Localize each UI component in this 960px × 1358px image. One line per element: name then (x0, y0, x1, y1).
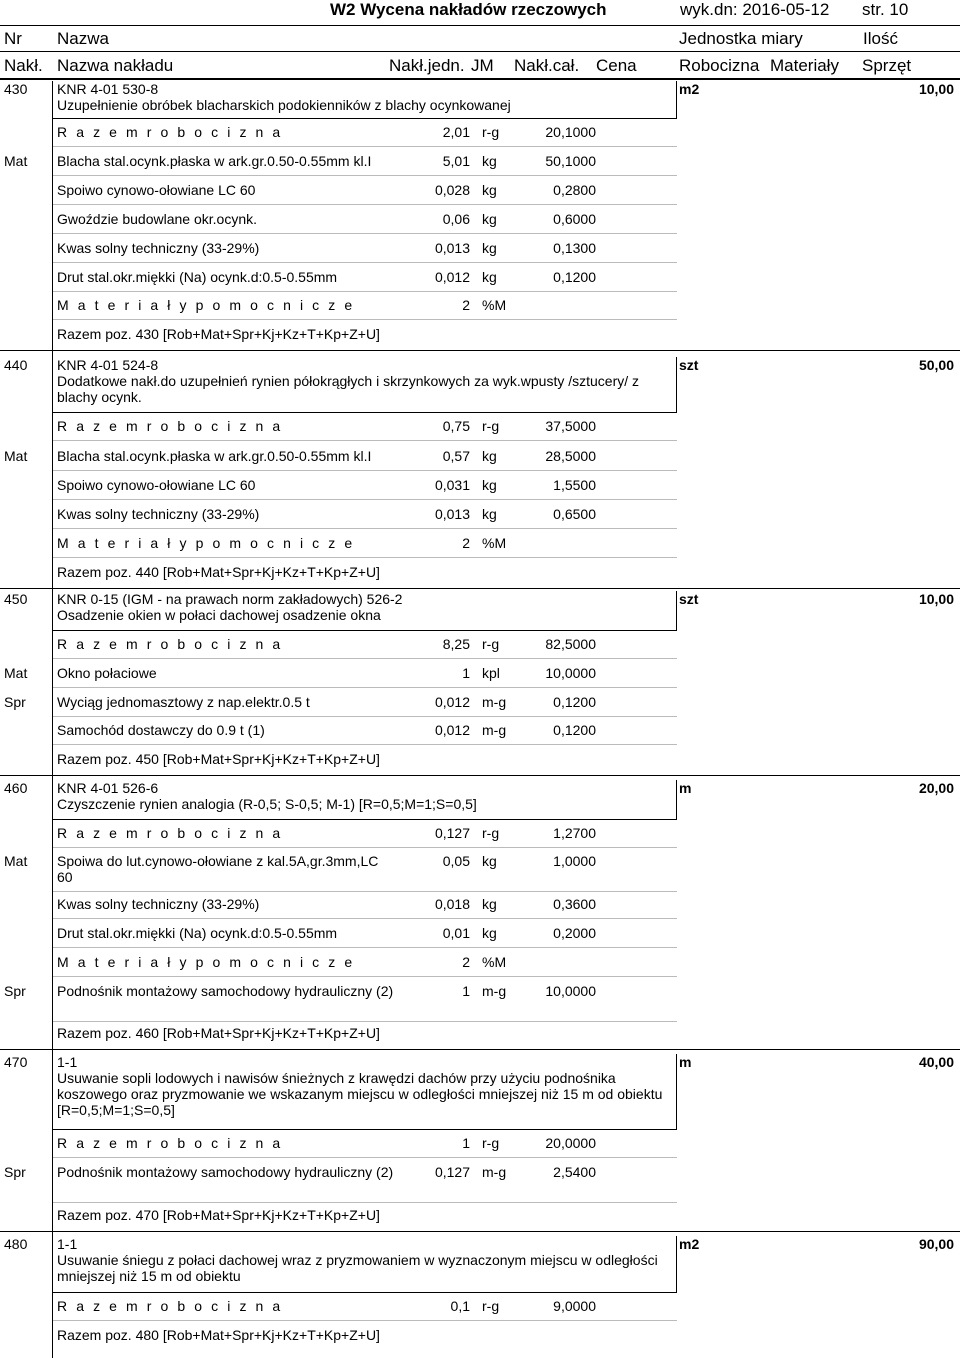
position-number: 480 (4, 1236, 28, 1252)
resource-jm: r-g (482, 1135, 500, 1151)
unit-norm: 5,01 (442, 153, 470, 169)
unit-column-divider (676, 591, 677, 630)
position-code: KNR 4-01 526-6 (57, 780, 159, 796)
resource-name: Spoiwa do lut.cynowo-ołowiane z kal.5A,gr.3mm,LC 60 (57, 853, 379, 885)
unit-norm: 2 (462, 954, 470, 970)
resource-name: Samochód dostawczy do 0.9 t (1) (57, 722, 265, 738)
position-code: KNR 0-15 (IGM - na prawach norm zakładowych) 526-2 (57, 591, 403, 607)
row-rule (52, 528, 677, 529)
resource-jm: kg (482, 506, 497, 522)
header-top-rule (0, 25, 960, 26)
resource-name: R a z e m r o b o c i z n a (57, 1135, 283, 1151)
resource-name: R a z e m r o b o c i z n a (57, 825, 283, 841)
row-type: Mat (4, 853, 28, 869)
row-rule (52, 947, 677, 948)
total-norm: 50,1000 (545, 153, 596, 169)
row-rule (52, 440, 677, 441)
position-description: Osadzenie okien w połaci dachowej osadzenie okna (57, 607, 381, 623)
col-nakl-cal: Nakł.cał. (514, 56, 580, 75)
position-code: KNR 4-01 524-8 (57, 357, 159, 373)
total-norm: 0,1200 (553, 722, 596, 738)
resource-jm: m-g (482, 1164, 507, 1180)
unit-column-divider (676, 1054, 677, 1129)
resource-name: Kwas solny techniczny (33-29%) (57, 240, 260, 256)
row-rule (52, 557, 677, 558)
col-cena: Cena (596, 56, 637, 75)
left-column-divider (52, 81, 53, 1358)
total-norm: 0,3600 (553, 896, 596, 912)
col-nakl: Nakł. (4, 56, 43, 75)
total-norm: 0,2000 (553, 925, 596, 941)
col-nazwa: Nazwa (57, 29, 109, 48)
resource-name: Drut stal.okr.miękki (Na) ocynk.d:0.5-0.55mm (57, 269, 338, 285)
row-type: Spr (4, 1164, 26, 1180)
total-norm: 1,5500 (553, 477, 596, 493)
resource-name: R a z e m r o b o c i z n a (57, 1298, 283, 1314)
row-type: Spr (4, 983, 26, 999)
row-rule (52, 146, 677, 147)
position-unit: szt (679, 357, 699, 373)
unit-norm: 0,012 (434, 694, 470, 710)
col-jednostka-miary: Jednostka miary (679, 29, 803, 48)
resource-name: Spoiwo cynowo-ołowiane LC 60 (57, 182, 256, 198)
description-rule (52, 1292, 677, 1293)
row-rule (52, 262, 677, 263)
col-robocizna: Robocizna (679, 56, 760, 75)
resource-jm: %M (482, 297, 507, 313)
unit-norm: 0,01 (442, 925, 470, 941)
unit-norm: 0,012 (434, 722, 470, 738)
resource-name: Gwoździe budowlane okr.ocynk. (57, 211, 257, 227)
unit-column-divider (676, 81, 677, 118)
total-norm: 0,1200 (553, 694, 596, 710)
position-summary: Razem poz. 430 [Rob+Mat+Spr+Kj+Kz+T+Kp+Z+U] (57, 326, 380, 342)
resource-jm: r-g (482, 636, 500, 652)
resource-name: Drut stal.okr.miękki (Na) ocynk.d:0.5-0.55mm (57, 925, 338, 941)
position-number: 470 (4, 1054, 28, 1070)
position-quantity: 10,00 (918, 81, 954, 97)
row-rule (52, 716, 677, 717)
total-norm: 20,0000 (545, 1135, 596, 1151)
position-quantity: 50,00 (918, 357, 954, 373)
position-description: Uzupełnienie obróbek blacharskich podokienników z blachy ocynkowanej (57, 97, 511, 113)
resource-name: Blacha stal.ocynk.płaska w ark.gr.0.50-0.55mm kl.I (57, 448, 372, 464)
total-norm: 82,5000 (545, 636, 596, 652)
row-rule (52, 891, 677, 892)
unit-norm: 2,01 (442, 124, 470, 140)
total-norm: 10,0000 (545, 983, 596, 999)
row-rule (52, 233, 677, 234)
unit-norm: 0,57 (442, 448, 470, 464)
resource-name: Kwas solny techniczny (33-29%) (57, 506, 260, 522)
resource-jm: r-g (482, 825, 500, 841)
unit-norm: 0,031 (434, 477, 470, 493)
unit-column-divider (676, 780, 677, 819)
resource-jm: %M (482, 535, 507, 551)
total-norm: 10,0000 (545, 665, 596, 681)
unit-norm: 1 (462, 1135, 470, 1151)
unit-norm: 0,06 (442, 211, 470, 227)
unit-norm: 1 (462, 665, 470, 681)
resource-jm: r-g (482, 1298, 500, 1314)
position-end-rule (0, 775, 960, 776)
resource-jm: kg (482, 153, 497, 169)
resource-jm: kpl (482, 665, 500, 681)
resource-name: Blacha stal.ocynk.płaska w ark.gr.0.50-0.55mm kl.I (57, 153, 372, 169)
row-rule (52, 847, 677, 848)
total-norm: 28,5000 (545, 448, 596, 464)
resource-name: Okno połaciowe (57, 665, 157, 681)
position-number: 460 (4, 780, 28, 796)
report-date: wyk.dn: 2016-05-12 (680, 0, 830, 19)
total-norm: 2,5400 (553, 1164, 596, 1180)
header-bottom-rule (0, 78, 960, 80)
report-title: W2 Wycena nakładów rzeczowych (330, 0, 607, 19)
total-norm: 20,1000 (545, 124, 596, 140)
row-rule (52, 744, 677, 745)
position-end-rule (0, 1231, 960, 1232)
resource-name: M a t e r i a ł y p o m o c n i c z e (57, 954, 355, 970)
row-type: Spr (4, 694, 26, 710)
total-norm: 1,2700 (553, 825, 596, 841)
resource-name: M a t e r i a ł y p o m o c n i c z e (57, 297, 355, 313)
position-summary: Razem poz. 480 [Rob+Mat+Spr+Kj+Kz+T+Kp+Z+U] (57, 1327, 380, 1343)
position-description: Czyszczenie rynien analogia (R-0,5; S-0,5; M-1) [R=0,5;M=1;S=0,5] (57, 796, 477, 812)
row-rule (52, 1021, 677, 1022)
resource-jm: kg (482, 448, 497, 464)
total-norm: 37,5000 (545, 418, 596, 434)
total-norm: 0,6500 (553, 506, 596, 522)
position-unit: m2 (679, 81, 700, 97)
position-summary: Razem poz. 450 [Rob+Mat+Spr+Kj+Kz+T+Kp+Z+U] (57, 751, 380, 767)
row-rule (52, 1202, 677, 1203)
resource-jm: kg (482, 240, 497, 256)
position-code: 1-1 (57, 1054, 78, 1070)
resource-jm: kg (482, 853, 497, 869)
position-unit: m2 (679, 1236, 700, 1252)
unit-norm: 0,028 (434, 182, 470, 198)
unit-norm: 0,05 (442, 853, 470, 869)
col-materialy: Materiały (770, 56, 839, 75)
resource-jm: kg (482, 211, 497, 227)
col-jm: JM (471, 56, 494, 75)
unit-norm: 0,013 (434, 240, 470, 256)
total-norm: 0,1300 (553, 240, 596, 256)
position-description: Usuwanie śniegu z połaci dachowej wraz z pryzmowaniem w wyznaczonym miejscu w odległości mniejszej niż 15 m od obiektu (57, 1252, 658, 1284)
unit-norm: 0,013 (434, 506, 470, 522)
row-rule (52, 658, 677, 659)
resource-name: Podnośnik montażowy samochodowy hydrauliczny (2) (57, 983, 394, 999)
position-end-rule (0, 1049, 960, 1050)
header-mid-rule (0, 51, 960, 52)
position-end-rule (0, 588, 960, 589)
position-end-rule (0, 350, 960, 351)
row-rule (52, 175, 677, 176)
position-quantity: 10,00 (918, 591, 954, 607)
row-rule (52, 499, 677, 500)
resource-name: Wyciąg jednomasztowy z nap.elektr.0.5 t (57, 694, 310, 710)
unit-norm: 1 (462, 983, 470, 999)
col-ilosc: Ilość (863, 29, 898, 48)
row-rule (52, 319, 677, 320)
unit-norm: 0,018 (434, 896, 470, 912)
position-quantity: 40,00 (918, 1054, 954, 1070)
position-unit: m (679, 1054, 692, 1070)
row-type: Mat (4, 448, 28, 464)
row-rule (52, 687, 677, 688)
unit-column-divider (676, 357, 677, 412)
position-description: Dodatkowe nakł.do uzupełnień rynien półokrągłych i skrzynkowych za wyk.wpusty /sztucery/ z blachy ocynk. (57, 373, 640, 405)
resource-name: M a t e r i a ł y p o m o c n i c z e (57, 535, 355, 551)
resource-name: Kwas solny techniczny (33-29%) (57, 896, 260, 912)
unit-norm: 0,127 (434, 1164, 470, 1180)
row-rule (52, 976, 677, 977)
resource-jm: m-g (482, 722, 507, 738)
total-norm: 0,2800 (553, 182, 596, 198)
total-norm: 9,0000 (553, 1298, 596, 1314)
position-summary: Razem poz. 460 [Rob+Mat+Spr+Kj+Kz+T+Kp+Z+U] (57, 1025, 380, 1041)
position-quantity: 90,00 (918, 1236, 954, 1252)
unit-norm: 0,127 (434, 825, 470, 841)
resource-name: Podnośnik montażowy samochodowy hydrauliczny (2) (57, 1164, 394, 1180)
resource-jm: kg (482, 896, 497, 912)
unit-column-divider (676, 1236, 677, 1292)
description-rule (52, 412, 677, 413)
description-rule (52, 630, 677, 631)
position-summary: Razem poz. 440 [Rob+Mat+Spr+Kj+Kz+T+Kp+Z+U] (57, 564, 380, 580)
position-number: 430 (4, 81, 28, 97)
position-quantity: 20,00 (918, 780, 954, 796)
resource-jm: %M (482, 954, 507, 970)
unit-norm: 0,1 (450, 1298, 470, 1314)
resource-name: R a z e m r o b o c i z n a (57, 636, 283, 652)
position-unit: szt (679, 591, 699, 607)
col-nazwa-nakladu: Nazwa nakładu (57, 56, 174, 75)
resource-jm: kg (482, 182, 497, 198)
row-rule (52, 204, 677, 205)
unit-norm: 2 (462, 535, 470, 551)
position-description: Usuwanie sopli lodowych i nawisów śnieżnych z krawędzi dachów przy użyciu podnośnika koszowego oraz pryzmowanie we wskazanym miejscu w odległości mniejszej niż 15 m od obiektu [R=0,5;M=1;S=0,5] (57, 1070, 663, 1118)
description-rule (52, 118, 677, 119)
col-sprzet: Sprzęt (862, 56, 912, 75)
description-rule (52, 1129, 677, 1130)
unit-norm: 0,012 (434, 269, 470, 285)
unit-norm: 2 (462, 297, 470, 313)
position-unit: m (679, 780, 692, 796)
position-number: 450 (4, 591, 28, 607)
position-summary: Razem poz. 470 [Rob+Mat+Spr+Kj+Kz+T+Kp+Z+U] (57, 1207, 380, 1223)
unit-norm: 0,75 (442, 418, 470, 434)
row-rule (52, 1320, 677, 1321)
position-code: 1-1 (57, 1236, 78, 1252)
total-norm: 0,6000 (553, 211, 596, 227)
row-rule (52, 470, 677, 471)
resource-jm: r-g (482, 418, 500, 434)
row-rule (52, 918, 677, 919)
resource-name: R a z e m r o b o c i z n a (57, 418, 283, 434)
resource-jm: r-g (482, 124, 500, 140)
resource-jm: kg (482, 269, 497, 285)
col-nr: Nr (4, 29, 22, 48)
resource-name: R a z e m r o b o c i z n a (57, 124, 283, 140)
row-type: Mat (4, 665, 28, 681)
page-number: str. 10 (862, 0, 909, 19)
position-number: 440 (4, 357, 28, 373)
resource-name: Spoiwo cynowo-ołowiane LC 60 (57, 477, 256, 493)
resource-jm: m-g (482, 694, 507, 710)
row-rule (52, 291, 677, 292)
row-type: Mat (4, 153, 28, 169)
resource-jm: m-g (482, 983, 507, 999)
col-nakl-jedn: Nakł.jedn. (389, 56, 465, 75)
unit-norm: 8,25 (442, 636, 470, 652)
resource-jm: kg (482, 925, 497, 941)
position-code: KNR 4-01 530-8 (57, 81, 159, 97)
resource-jm: kg (482, 477, 497, 493)
total-norm: 1,0000 (553, 853, 596, 869)
total-norm: 0,1200 (553, 269, 596, 285)
description-rule (52, 819, 677, 820)
row-rule (52, 1157, 677, 1158)
